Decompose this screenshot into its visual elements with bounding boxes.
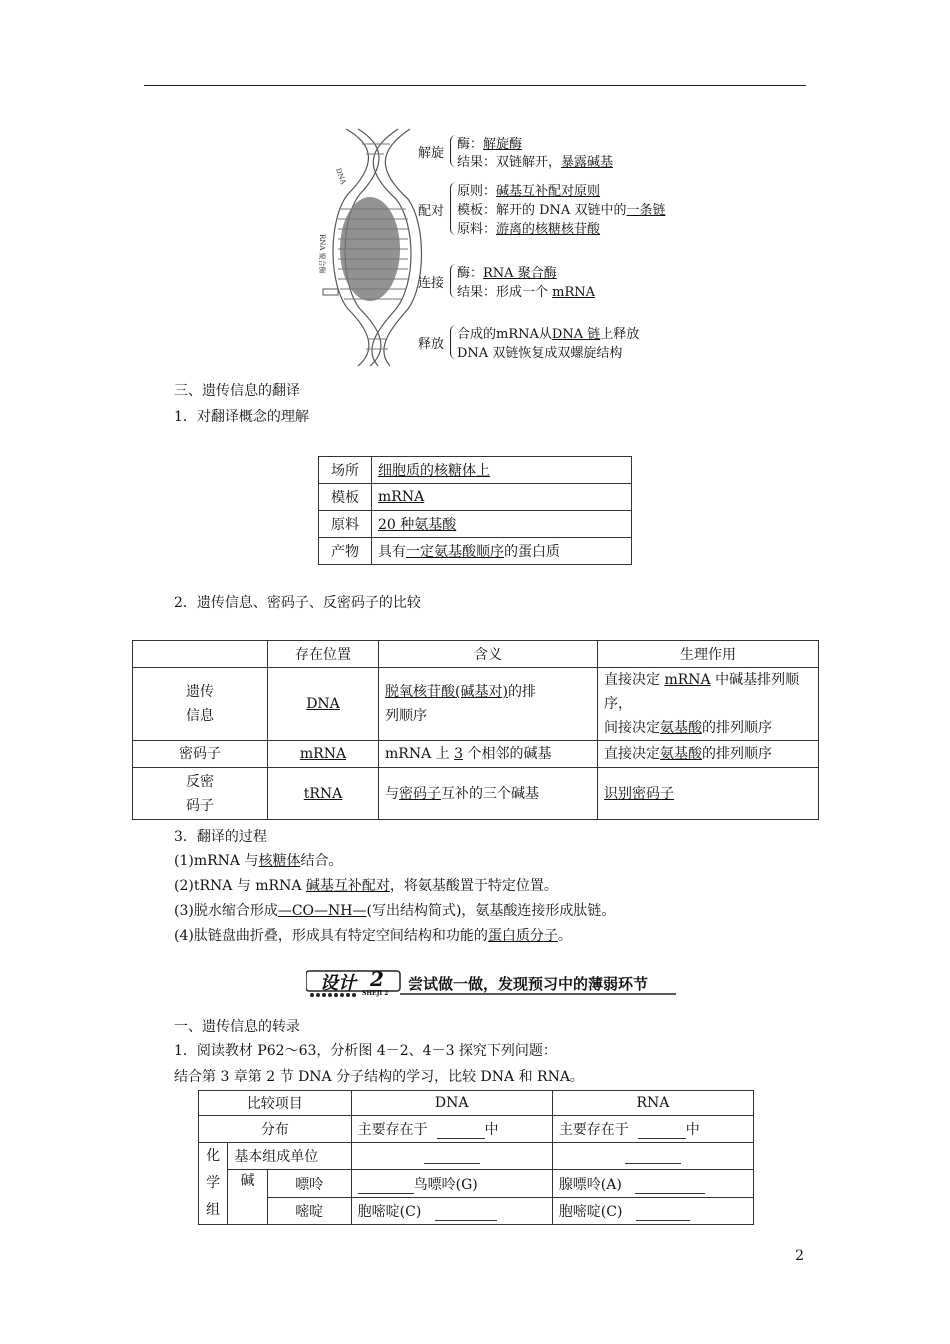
role-line — [604, 720, 772, 736]
underlined-answer: DNA 链 — [551, 327, 601, 342]
table-row — [133, 768, 819, 820]
column-header: 含义 — [379, 641, 598, 668]
text-fragment: (4)肽链盘曲折叠，形成具有特定空间结构和功能的 — [174, 928, 488, 944]
underlined-answer: 氨基酸 — [660, 746, 702, 762]
underlined-answer: 20 种氨基酸 — [378, 517, 457, 533]
underlined-answer: 氨基酸 — [660, 720, 702, 736]
step-line — [457, 203, 665, 218]
row-location — [268, 668, 379, 741]
text-fragment: 合成的mRNA从 — [457, 327, 552, 342]
row-name: 反密 码子 — [133, 768, 268, 820]
translation-step — [174, 875, 558, 895]
underlined-answer: 脱氧核苷酸(碱基对) — [385, 684, 508, 700]
text-fragment: DNA 双链恢复成双螺旋结构 — [457, 346, 623, 361]
transcription-diagram — [318, 124, 428, 369]
row-location — [268, 768, 379, 820]
text-fragment: 直接决定 — [604, 746, 660, 762]
sub1-title: 1．对翻译概念的理解 — [174, 409, 309, 425]
text-fragment: 的排 — [507, 684, 536, 700]
comparison-table — [132, 640, 819, 820]
row-role — [598, 668, 819, 741]
table-row — [319, 511, 632, 538]
dna-purine: 鸟嘌呤(G) — [351, 1170, 552, 1198]
role-line — [604, 786, 674, 802]
text-fragment: 直接决定 — [604, 672, 665, 688]
row-meaning — [379, 668, 598, 741]
translation-step — [174, 900, 615, 920]
text-fragment: 。 — [557, 928, 572, 944]
text-fragment: 的蛋白质 — [504, 544, 560, 560]
brace — [450, 264, 457, 298]
rna-polymerase-shape — [340, 197, 400, 301]
meaning-line — [385, 746, 551, 762]
dna-label: DNA — [334, 166, 348, 186]
text-fragment: 互补的三个碱基 — [441, 785, 539, 802]
text-fragment: (2)tRNA 与 mRNA — [174, 878, 306, 894]
underlined-answer: 识别密码子 — [604, 785, 674, 802]
banner-text: 尝试做一做，发现预习中的薄弱环节 — [408, 975, 649, 993]
page-number: 2 — [795, 1248, 804, 1264]
row-unit: 基本组成单位 — [228, 1143, 351, 1170]
text-fragment: 结合。 — [300, 853, 343, 869]
table-row — [133, 741, 819, 768]
base-label: 碱 — [228, 1170, 267, 1225]
text-fragment: mRNA 上 — [385, 746, 455, 762]
text-fragment: 列顺序 — [385, 708, 427, 724]
column-header — [133, 641, 268, 668]
underlined-answer: tRNA — [303, 785, 343, 802]
dna-rna-table — [198, 1090, 754, 1225]
row-value — [378, 489, 424, 505]
underlined-answer: 碱基互补配对原则 — [496, 184, 601, 199]
row-value-cell — [372, 511, 632, 538]
th-item: 比较项目 — [199, 1091, 352, 1116]
underlined-answer: mRNA — [378, 489, 425, 505]
text-fragment: 的排列顺序 — [702, 746, 772, 762]
underlined-answer: —CO—NH— — [277, 903, 367, 919]
row-role — [598, 768, 819, 820]
step-line — [457, 327, 639, 342]
row-value-cell — [372, 457, 632, 484]
meaning-line — [385, 708, 427, 724]
translation-step — [174, 925, 572, 945]
dna-distribution: 主要存在于 中 — [351, 1116, 552, 1143]
text-fragment: 原料： — [457, 222, 497, 237]
step-line — [457, 184, 600, 199]
part1-title: 一、遗传信息的转录 — [174, 1019, 300, 1035]
row-meaning — [379, 741, 598, 768]
banner-sub: SHEJI 2 — [362, 990, 389, 997]
underlined-answer: 碱基互补配对 — [305, 878, 390, 894]
step-line — [457, 155, 613, 170]
section-banner — [306, 969, 676, 999]
text-fragment: (3)脱水缩合形成 — [174, 903, 278, 919]
table-row — [133, 668, 819, 741]
underlined-answer: DNA — [306, 696, 340, 712]
step-text — [174, 903, 615, 919]
underlined-answer: 细胞质的核糖体上 — [378, 463, 490, 479]
translation-step — [174, 850, 342, 870]
text-fragment: (写出结构简式)，氨基酸连接形成肽链。 — [366, 903, 616, 919]
text-fragment: 中碱基排列顺序， — [604, 672, 800, 712]
row-key: 模板 — [319, 484, 372, 511]
step-line — [457, 222, 600, 237]
text-fragment: 间接决定 — [604, 720, 660, 736]
row-value-cell — [372, 538, 632, 565]
rna-pyrimidine: 胞嘧啶(C) — [552, 1198, 753, 1225]
purine-label: 嘌呤 — [267, 1170, 351, 1198]
column-header: 生理作用 — [598, 641, 819, 668]
text-fragment: 模板：解开的 DNA 双链中的 — [457, 203, 627, 218]
step-text — [174, 878, 558, 894]
table-row — [319, 484, 632, 511]
underlined-answer: 蛋白质分子 — [487, 928, 558, 944]
column-header: 存在位置 — [268, 641, 379, 668]
underlined-answer: 核糖体 — [258, 853, 301, 869]
row-name: 密码子 — [133, 741, 268, 768]
header-row — [133, 641, 819, 668]
row-distribution: 分布 — [199, 1116, 352, 1143]
th-dna: DNA — [351, 1091, 552, 1116]
row-value — [378, 544, 560, 560]
banner-logo: 设计 — [320, 973, 356, 994]
meaning-line — [385, 786, 539, 802]
underlined-answer: mRNA — [299, 746, 347, 762]
rna-purine: 腺嘌呤(A) — [552, 1170, 753, 1198]
row-location — [268, 741, 379, 768]
step-line — [457, 266, 557, 281]
rna-distribution: 主要存在于 中 — [552, 1116, 753, 1143]
row-key: 原料 — [319, 511, 372, 538]
row-name: 遗传 信息 — [133, 668, 268, 741]
step-label: 配对 — [418, 203, 445, 219]
part1-line2: 结合第 3 章第 2 节 DNA 分子结构的学习，比较 DNA 和 RNA。 — [174, 1069, 584, 1085]
text-fragment: 的排列顺序 — [702, 720, 772, 736]
sub2-title: 2．遗传信息、密码子、反密码子的比较 — [174, 595, 421, 611]
underlined-answer: 游离的核糖核苷酸 — [496, 222, 601, 237]
step-line — [457, 346, 622, 361]
brace — [450, 325, 457, 359]
row-value — [378, 517, 456, 533]
text-fragment: 与 — [385, 785, 399, 802]
th-rna: RNA — [552, 1091, 753, 1116]
banner-number: 2 — [370, 967, 384, 991]
text-fragment: 酶： — [457, 137, 484, 152]
text-fragment: 结果：形成一个 — [457, 285, 553, 300]
rna-unit-blank — [552, 1143, 753, 1170]
table-row — [319, 538, 632, 565]
step-label: 释放 — [418, 337, 445, 352]
row-value-cell — [372, 484, 632, 511]
part1-line1: 1．阅读教材 P62～63，分析图 4－2、4－3 探究下列问题： — [174, 1043, 557, 1059]
step-label: 连接 — [418, 276, 445, 291]
text-fragment: 结果：双链解开， — [457, 155, 562, 170]
underlined-answer: RNA 聚合酶 — [483, 266, 557, 281]
table-row — [319, 457, 632, 484]
underlined-answer: 一定氨基酸顺序 — [406, 544, 504, 560]
underlined-answer: mRNA — [552, 285, 596, 300]
sub3-title: 3．翻译的过程 — [174, 829, 267, 845]
underlined-answer: 密码子 — [399, 785, 441, 802]
text-fragment: 酶： — [457, 266, 484, 281]
brace — [450, 135, 457, 167]
text-fragment: ，将氨基酸置于特定位置。 — [389, 878, 558, 894]
underlined-answer: mRNA — [664, 672, 711, 688]
chem-composition-label: 化 学 组 — [199, 1143, 228, 1225]
role-line — [604, 746, 772, 762]
section3-title: 三、遗传信息的翻译 — [174, 383, 300, 399]
enzyme-label: RNA 聚合酶 — [318, 234, 326, 274]
underlined-answer: 暴露碱基 — [561, 155, 614, 170]
role-line — [604, 672, 799, 712]
row-key: 产物 — [319, 538, 372, 565]
step-label: 解旋 — [418, 146, 445, 161]
underlined-answer: 解旋酶 — [483, 137, 523, 152]
step-line — [457, 285, 595, 300]
text-fragment: 个相邻的碱基 — [463, 746, 552, 762]
text-fragment: 原则： — [457, 184, 497, 199]
step-line — [457, 137, 522, 152]
row-role — [598, 741, 819, 768]
header-rule — [144, 85, 806, 86]
meaning-line — [385, 684, 536, 700]
dna-pyrimidine: 胞嘧啶(C) — [351, 1198, 552, 1225]
underlined-answer: 一条链 — [626, 203, 666, 218]
row-value — [378, 463, 490, 479]
step-text — [174, 853, 342, 869]
row-meaning — [379, 768, 598, 820]
text-fragment: (1)mRNA 与 — [174, 853, 259, 869]
step-text — [174, 928, 572, 944]
text-fragment: 具有 — [378, 544, 406, 560]
text-fragment: 上释放 — [600, 327, 640, 342]
dna-unit-blank — [351, 1143, 552, 1170]
row-key: 场所 — [319, 457, 372, 484]
underlined-answer: 3 — [454, 746, 463, 762]
translation-concept-table — [318, 456, 632, 565]
pyrimidine-label: 嘧啶 — [267, 1198, 351, 1225]
brace — [450, 182, 457, 235]
